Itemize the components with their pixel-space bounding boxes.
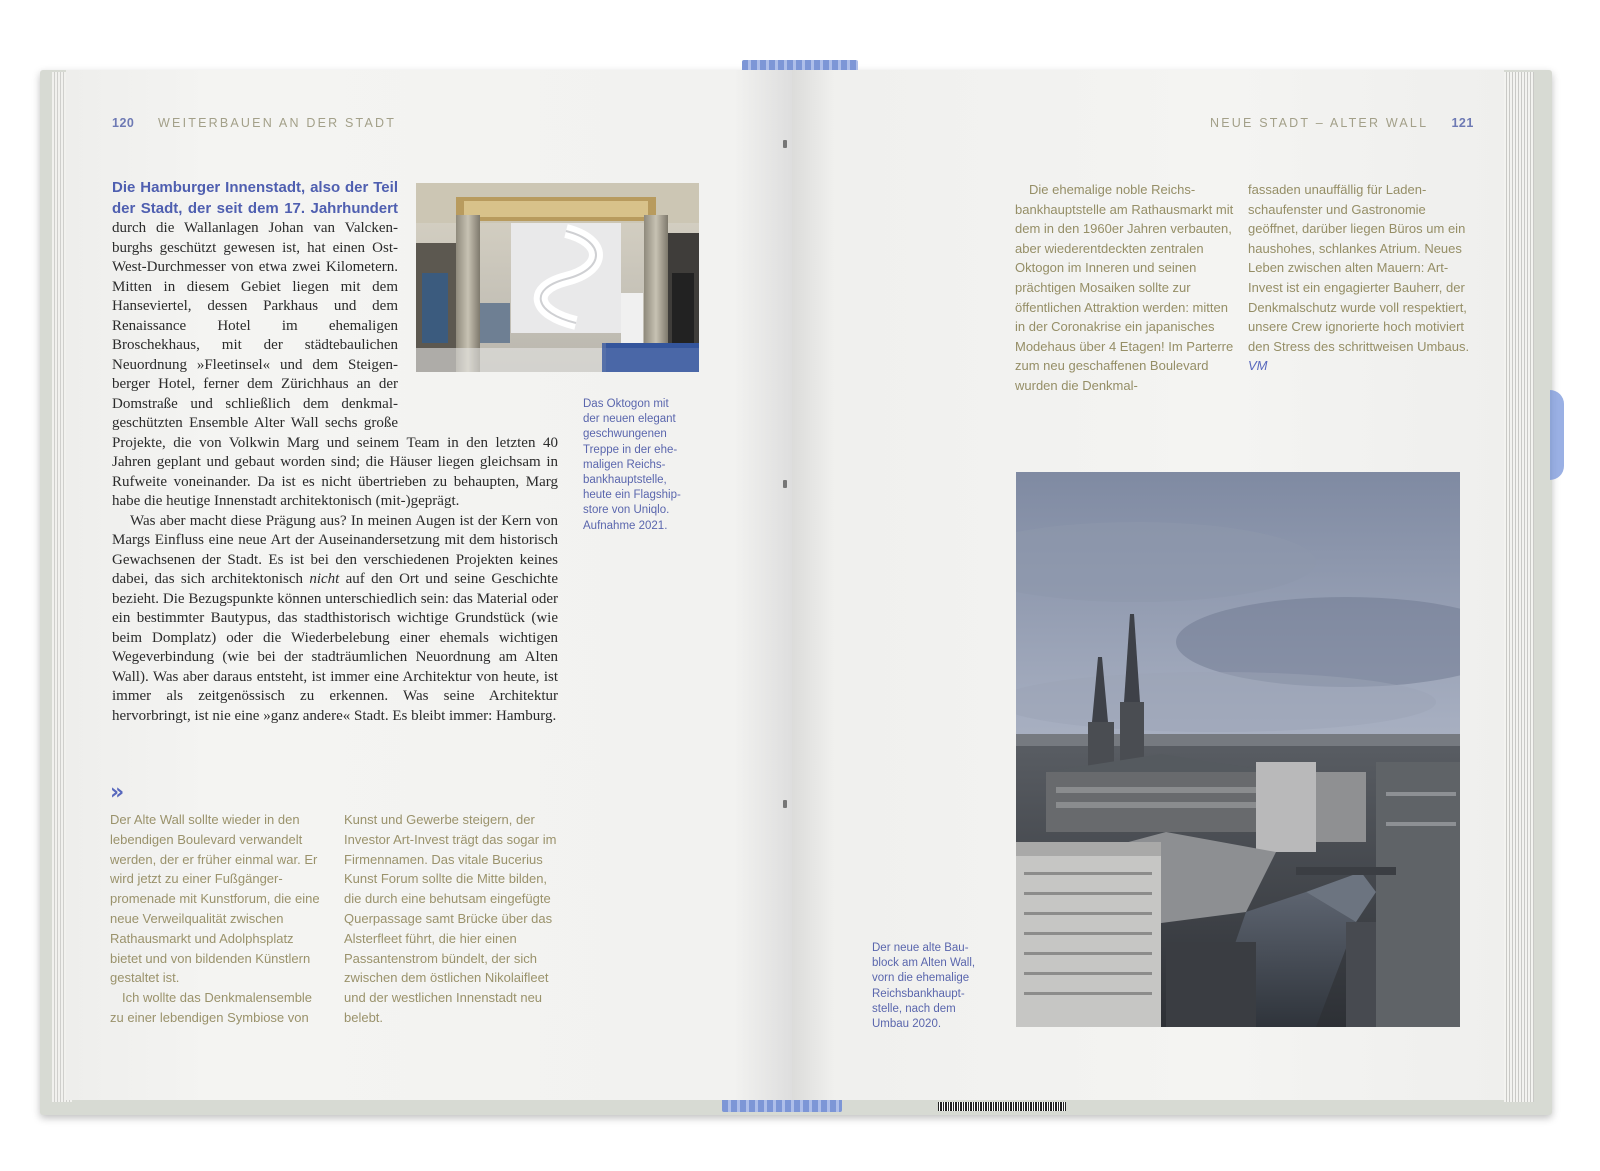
right-column-1-text: Die ehemalige noble Reichsbankhauptstelle am Rathausmarkt mit dem in den 1960er Jahren verbauten, aber wiederentdeckten zentralen Oktogon im Inneren und seinen prächtigen Mosaiken sollte zur öffentlichen Attraktion werden: mitten in der Coronakrise ein japanisches Modehaus über 4 Etagen! Im Parterre zum neu geschaffenen Boulevard wurden die Denkmal- — [1015, 182, 1234, 393]
left-running-title: WEITERBAUEN AN DER STADT — [158, 116, 397, 130]
hamburg-rathaus-aerial-photo — [1016, 472, 1460, 1027]
page-edges-right — [1504, 72, 1534, 1102]
author-initials: VM — [1248, 358, 1268, 374]
headband-bottom — [722, 1098, 842, 1112]
left-running-head — [112, 116, 396, 130]
lead-in: Die Hamburger Innenstadt, also der Teil der Stadt, der seit dem 17. Jahrhundert — [112, 179, 398, 217]
body-paragraph-2 — [112, 512, 558, 727]
right-column-2-text: fassaden unauffällig für Ladenschaufenster und Gastronomie geöffnet, darüber liegen Büros um ein haushohes, schlankes Atrium. Neues Leben zwischen alten Mauern: Art-Invest ist ein engagierter Bauherr, der Denkmalschutz wurde voll respektiert, unsere Crew ignorierte hoch motiviert den Stress des schrittweisen Umbaus. — [1248, 182, 1470, 354]
body-paragraph-1-rest: durch die Wallanlagen Johan van Valckenburghs geschützt gewesen ist, hat einen Ost-West-Durchmesser von etwa zwei Kilometern. Mitten in diesem Gebiet liegen mit dem Hanseviertel, dessen Parkhaus und dem Renaissance Hotel im ehemaligen Broschekhaus, mit der städtebaulichen Neuordnung »Fleetinsel« und dem Steigenberger Hotel, ferner dem Zürichhaus an der Domstraße und schließlich dem denkmalgeschützten Ensemble Alter Wall sechs große Projekte, die von Volkwin Marg und seinem Team in den letzten 40 Jahren geplant und gebaut worden sind; die Häuser liegen gleichsam in Rufweite voneinander. Da ist es nicht übertrieben zu behaupten, Marg habe die heutige Innenstadt architektonisch (mit-)geprägt. — [112, 220, 558, 509]
right-running-head — [1210, 116, 1474, 130]
right-page-number: 121 — [1451, 116, 1474, 130]
binding-stitch — [783, 480, 787, 488]
right-running-title: NEUE STADT – ALTER WALL — [1210, 116, 1428, 130]
cover-blue-edge — [1550, 390, 1564, 480]
quote-column-1-paragraph-1: Der Alte Wall sollte wieder in den lebendigen Boulevard verwandelt werden, der er früher einmal war. Er wird jetzt zu einer Fußgängerpromenade mit Kunstforum, die eine neue Verweilqualität zwischen Rathausmarkt und Adolphsplatz bietet und von bildenden Künstlern gestaltet ist. — [110, 812, 320, 986]
binding-stitch — [783, 140, 787, 148]
quote-mark-icon: » — [110, 780, 125, 805]
quote-column-2-paragraph: Kunst und Gewerbe steigern, der Investor Art-Invest trägt das sogar im Firmennamen. Das vitale Bucerius Kunst Forum sollte die Mitte bilden, die durch eine behutsam eingefügte Querpassage samt Brücke über das Alsterfleet führt, die hier einen Passantenstrom bündelt, der sich zwischen dem östlichen Nikolaifleet und der westlichen Innenstadt neu belebt. — [344, 812, 557, 1025]
right-column-1 — [1015, 180, 1237, 396]
hamburg-aerial-illustration — [1016, 472, 1460, 1027]
body-paragraph-2-b: auf den Ort und seine Geschichte bezieht. Die Bezugspunkte können unterschiedlich sein: das Material oder ein bestimmter Bautypus, das stadthistorisch wichtige Grundstück (wie beim Domplatz) oder die Wiederbelebung einer ehemals wichtigen Wegeverbindung (wie bei der stadträumlichen Neuordnung am Alten Wall). Was aber daraus entsteht, ist immer eine Architektur von heute, ist immer als zeitgenössisch zu erkennen. Was seine Architektur hervorbringt, ist nie eine »ganz andere« Stadt. Es bleibt immer: Hamburg. — [112, 571, 558, 724]
right-column-2-paragraph — [1248, 180, 1474, 376]
right-column-2 — [1248, 180, 1474, 376]
body-paragraph-2-a: Was aber macht diese Prägung aus? In meinen Augen ist der Kern von Margs Einfluss eine neue Art der Auseinandersetzung mit dem historisch Gewachsenen der Stadt. Es ist bei den verschiedenen Projekten keines dabei, das sich architektonisch — [112, 512, 558, 587]
photo-caption-aerial: Der neue alte Bau- block am Alten Wall, vorn die ehemalige Reichsbankhaupt- stelle, nach dem Umbau 2020. — [872, 942, 976, 1031]
quote-column-1 — [110, 810, 325, 1028]
barcode-strip — [938, 1102, 1066, 1111]
binding-stitch — [783, 800, 787, 808]
oktogon-interior-photo — [416, 183, 699, 372]
body-paragraph-2-emphasis: nicht — [309, 571, 340, 587]
quote-column-1-paragraph-2: Ich wollte das Denkmalensemble zu einer lebendigen Symbiose von — [110, 990, 313, 1025]
oktogon-illustration — [416, 183, 699, 372]
left-page-number: 120 — [112, 116, 135, 130]
quote-column-2 — [344, 810, 564, 1028]
photo-caption-oktogon: Das Oktogon mit der neuen elegant geschwungenen Treppe in der ehe- maligen Reichs- bankhauptstelle, heute ein Flagship- store von Uniqlo. Aufnahme 2021. — [583, 398, 681, 532]
